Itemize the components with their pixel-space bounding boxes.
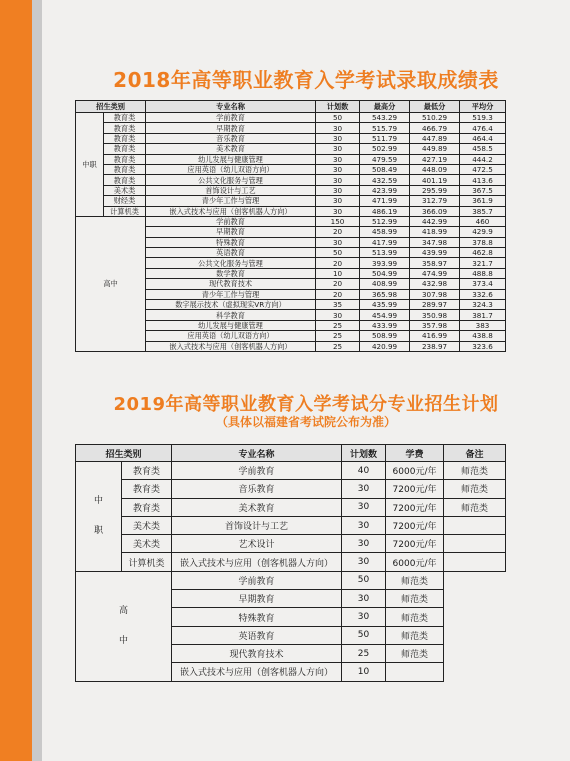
note-cell: 师范类	[386, 571, 444, 589]
max-score-cell: 508.99	[360, 331, 410, 341]
table-row	[76, 498, 506, 516]
plan-cell: 30	[342, 516, 386, 534]
max-score-cell: 502.99	[360, 144, 410, 154]
plan-cell: 40	[342, 462, 386, 480]
table-row	[76, 113, 506, 123]
max-score-cell: 543.29	[360, 113, 410, 123]
category-cell: 教育类	[104, 133, 146, 143]
table-row	[76, 123, 506, 133]
major-cell: 早期教育	[146, 123, 316, 133]
plan-cell: 30	[316, 175, 360, 185]
category-cell: 教育类	[104, 123, 146, 133]
plan-cell: 30	[316, 123, 360, 133]
major-cell: 数字展示技术（虚拟现实VR方向）	[146, 300, 316, 310]
plan-cell: 30	[316, 206, 360, 216]
max-score-cell: 435.99	[360, 300, 410, 310]
plan-cell: 20	[316, 279, 360, 289]
table-row	[76, 553, 506, 571]
min-score-cell: 312.79	[410, 196, 460, 206]
header-major: 专业名称	[146, 101, 316, 113]
max-score-cell: 454.99	[360, 310, 410, 320]
note-cell	[386, 663, 444, 681]
group-label-char: 高	[119, 606, 129, 617]
avg-score-cell: 464.4	[460, 133, 506, 143]
major-cell: 数学教育	[146, 268, 316, 278]
max-score-cell: 408.99	[360, 279, 410, 289]
plan-cell: 30	[342, 535, 386, 553]
note-cell: 师范类	[444, 462, 506, 480]
note-cell: 师范类	[444, 480, 506, 498]
plan-cell: 30	[316, 185, 360, 195]
table-row	[76, 516, 506, 534]
major-cell: 美术教育	[172, 498, 342, 516]
min-score-cell: 357.98	[410, 320, 460, 330]
min-score-cell: 510.29	[410, 113, 460, 123]
plan-cell: 25	[342, 644, 386, 662]
category-cell: 教育类	[122, 480, 172, 498]
major-cell: 特殊教育	[146, 237, 316, 247]
max-score-cell: 508.49	[360, 164, 410, 174]
avg-score-cell: 476.4	[460, 123, 506, 133]
header-category: 招生类别	[76, 445, 172, 462]
major-cell: 幼儿发展与健康管理	[146, 154, 316, 164]
table-row	[76, 535, 506, 553]
subtitle-2019: （具体以福建省考试院公布为准）	[215, 415, 396, 429]
max-score-cell: 479.59	[360, 154, 410, 164]
left-gray-strip	[32, 0, 42, 761]
major-cell: 应用英语（幼儿双语方向）	[146, 164, 316, 174]
max-score-cell: 365.98	[360, 289, 410, 299]
min-score-cell: 442.99	[410, 216, 460, 226]
table-row	[76, 462, 506, 480]
category-cell: 教育类	[104, 164, 146, 174]
major-cell: 现代教育技术	[172, 644, 342, 662]
plan-cell: 30	[342, 608, 386, 626]
min-score-cell: 418.99	[410, 227, 460, 237]
plan-cell: 20	[316, 289, 360, 299]
major-cell: 音乐教育	[146, 133, 316, 143]
plan-cell: 20	[316, 258, 360, 268]
max-score-cell: 420.99	[360, 341, 410, 351]
note-cell	[444, 516, 506, 534]
header-min: 最低分	[410, 101, 460, 113]
min-score-cell: 474.99	[410, 268, 460, 278]
note-cell: 师范类	[386, 644, 444, 662]
plan-cell: 25	[316, 320, 360, 330]
table-row	[76, 216, 506, 226]
major-cell: 首饰设计与工艺	[146, 185, 316, 195]
plan-cell: 10	[316, 268, 360, 278]
major-cell: 早期教育	[146, 227, 316, 237]
major-cell: 音乐教育	[172, 480, 342, 498]
major-cell: 科学教育	[146, 310, 316, 320]
major-cell: 公共文化服务与管理	[146, 175, 316, 185]
category-cell: 教育类	[104, 175, 146, 185]
major-cell: 艺术设计	[172, 535, 342, 553]
min-score-cell: 449.89	[410, 144, 460, 154]
min-score-cell: 307.98	[410, 289, 460, 299]
min-score-cell: 289.97	[410, 300, 460, 310]
table-row	[76, 196, 506, 206]
note-cell	[444, 535, 506, 553]
plan-cell: 30	[316, 196, 360, 206]
table-header-row	[76, 445, 506, 462]
note-cell	[444, 553, 506, 571]
max-score-cell: 486.19	[360, 206, 410, 216]
major-cell: 公共文化服务与管理	[146, 258, 316, 268]
category-cell: 财经类	[104, 196, 146, 206]
category-cell: 美术类	[122, 516, 172, 534]
major-cell: 学前教育	[146, 113, 316, 123]
fee-cell: 7200元/年	[386, 498, 444, 516]
note-cell: 师范类	[444, 498, 506, 516]
group-label-char: 中	[119, 636, 129, 647]
min-score-cell: 448.09	[410, 164, 460, 174]
avg-score-cell: 385.7	[460, 206, 506, 216]
header-plan: 计划数	[342, 445, 386, 462]
min-score-cell: 238.97	[410, 341, 460, 351]
table-row	[76, 175, 506, 185]
fee-cell: 6000元/年	[386, 553, 444, 571]
major-cell: 青少年工作与管理	[146, 196, 316, 206]
major-cell: 学前教育	[172, 571, 342, 589]
category-cell: 美术类	[122, 535, 172, 553]
table-row	[76, 164, 506, 174]
avg-score-cell: 323.6	[460, 341, 506, 351]
plan-cell: 30	[342, 590, 386, 608]
table-row	[76, 154, 506, 164]
avg-score-cell: 429.9	[460, 227, 506, 237]
major-cell: 英语教育	[172, 626, 342, 644]
max-score-cell: 432.59	[360, 175, 410, 185]
table-row	[76, 133, 506, 143]
category-cell: 计算机类	[122, 553, 172, 571]
category-cell: 教育类	[122, 498, 172, 516]
group-label-char: 中	[93, 496, 103, 507]
major-cell: 嵌入式技术与应用（创客机器人方向）	[146, 206, 316, 216]
min-score-cell: 350.98	[410, 310, 460, 320]
category-cell: 教育类	[104, 144, 146, 154]
major-cell: 美术教育	[146, 144, 316, 154]
plan-cell: 30	[316, 133, 360, 143]
header-plan: 计划数	[316, 101, 360, 113]
plan-cell: 30	[316, 144, 360, 154]
avg-score-cell: 460	[460, 216, 506, 226]
fee-cell: 7200元/年	[386, 535, 444, 553]
min-score-cell: 447.89	[410, 133, 460, 143]
major-cell: 英语教育	[146, 248, 316, 258]
major-cell: 应用英语（幼儿双语方向）	[146, 331, 316, 341]
avg-score-cell: 383	[460, 320, 506, 330]
avg-score-cell: 519.3	[460, 113, 506, 123]
header-major: 专业名称	[172, 445, 342, 462]
min-score-cell: 358.97	[410, 258, 460, 268]
plan-cell: 30	[316, 237, 360, 247]
max-score-cell: 511.79	[360, 133, 410, 143]
avg-score-cell: 381.7	[460, 310, 506, 320]
max-score-cell: 471.99	[360, 196, 410, 206]
avg-score-cell: 458.5	[460, 144, 506, 154]
min-score-cell: 432.98	[410, 279, 460, 289]
avg-score-cell: 444.2	[460, 154, 506, 164]
fee-cell: 7200元/年	[386, 516, 444, 534]
avg-score-cell: 361.9	[460, 196, 506, 206]
header-note: 备注	[444, 445, 506, 462]
major-cell: 早期教育	[172, 590, 342, 608]
max-score-cell: 433.99	[360, 320, 410, 330]
plan-cell: 30	[342, 480, 386, 498]
group-label-zhongzhi: 中职	[76, 113, 104, 217]
max-score-cell: 515.79	[360, 123, 410, 133]
table-row	[76, 480, 506, 498]
min-score-cell: 466.79	[410, 123, 460, 133]
max-score-cell: 512.99	[360, 216, 410, 226]
plan-cell: 30	[316, 310, 360, 320]
major-cell: 嵌入式技术与应用（创客机器人方向）	[172, 553, 342, 571]
max-score-cell: 458.99	[360, 227, 410, 237]
note-cell: 师范类	[386, 608, 444, 626]
avg-score-cell: 367.5	[460, 185, 506, 195]
min-score-cell: 347.98	[410, 237, 460, 247]
group-label-zhongzhi	[76, 462, 122, 572]
admission-scores-table-2018	[75, 100, 506, 352]
min-score-cell: 439.99	[410, 248, 460, 258]
category-cell: 教育类	[104, 154, 146, 164]
fee-cell: 7200元/年	[386, 480, 444, 498]
avg-score-cell: 332.6	[460, 289, 506, 299]
note-cell: 师范类	[386, 590, 444, 608]
major-cell: 学前教育	[172, 462, 342, 480]
avg-score-cell: 373.4	[460, 279, 506, 289]
plan-cell: 35	[316, 300, 360, 310]
left-orange-bar	[0, 0, 32, 761]
plan-cell: 50	[316, 248, 360, 258]
avg-score-cell: 378.8	[460, 237, 506, 247]
major-cell: 现代教育技术	[146, 279, 316, 289]
avg-score-cell: 462.8	[460, 248, 506, 258]
plan-cell: 50	[342, 626, 386, 644]
max-score-cell: 513.99	[360, 248, 410, 258]
min-score-cell: 366.09	[410, 206, 460, 216]
group-label-char: 职	[93, 526, 103, 537]
major-cell: 嵌入式技术与应用（创客机器人方向）	[146, 341, 316, 351]
group-label-gaozhong: 高中	[76, 216, 146, 351]
header-max: 最高分	[360, 101, 410, 113]
avg-score-cell: 324.3	[460, 300, 506, 310]
fee-cell: 6000元/年	[386, 462, 444, 480]
category-cell: 美术类	[104, 185, 146, 195]
max-score-cell: 417.99	[360, 237, 410, 247]
plan-cell: 150	[316, 216, 360, 226]
major-cell: 首饰设计与工艺	[172, 516, 342, 534]
note-cell: 师范类	[386, 626, 444, 644]
plan-cell: 30	[316, 154, 360, 164]
header-category: 招生类别	[76, 101, 146, 113]
max-score-cell: 393.99	[360, 258, 410, 268]
avg-score-cell: 488.8	[460, 268, 506, 278]
table-header-row	[76, 101, 506, 113]
enrollment-plan-table-2019	[75, 444, 506, 682]
plan-cell: 20	[316, 227, 360, 237]
plan-cell: 30	[342, 553, 386, 571]
min-score-cell: 416.99	[410, 331, 460, 341]
min-score-cell: 295.99	[410, 185, 460, 195]
header-avg: 平均分	[460, 101, 506, 113]
max-score-cell: 423.99	[360, 185, 410, 195]
plan-cell: 50	[316, 113, 360, 123]
min-score-cell: 427.19	[410, 154, 460, 164]
plan-cell: 30	[316, 164, 360, 174]
avg-score-cell: 472.5	[460, 164, 506, 174]
avg-score-cell: 438.8	[460, 331, 506, 341]
category-cell: 计算机类	[104, 206, 146, 216]
table-row	[76, 185, 506, 195]
group-label-gaozhong	[76, 571, 172, 681]
major-cell: 学前教育	[146, 216, 316, 226]
title-2018: 2018年高等职业教育入学考试录取成绩表	[113, 68, 499, 92]
header-fee: 学费	[386, 445, 444, 462]
plan-cell: 50	[342, 571, 386, 589]
plan-cell: 10	[342, 663, 386, 681]
major-cell: 青少年工作与管理	[146, 289, 316, 299]
title-2019: 2019年高等职业教育入学考试分专业招生计划	[113, 394, 499, 415]
table-row	[76, 571, 506, 589]
major-cell: 嵌入式技术与应用（创客机器人方向）	[172, 663, 342, 681]
plan-cell: 25	[316, 341, 360, 351]
avg-score-cell: 413.6	[460, 175, 506, 185]
category-cell: 教育类	[104, 113, 146, 123]
avg-score-cell: 321.7	[460, 258, 506, 268]
table-row	[76, 144, 506, 154]
major-cell: 特殊教育	[172, 608, 342, 626]
min-score-cell: 401.19	[410, 175, 460, 185]
table-row	[76, 206, 506, 216]
plan-cell: 30	[342, 498, 386, 516]
max-score-cell: 504.99	[360, 268, 410, 278]
major-cell: 幼儿发展与健康管理	[146, 320, 316, 330]
category-cell: 教育类	[122, 462, 172, 480]
plan-cell: 25	[316, 331, 360, 341]
